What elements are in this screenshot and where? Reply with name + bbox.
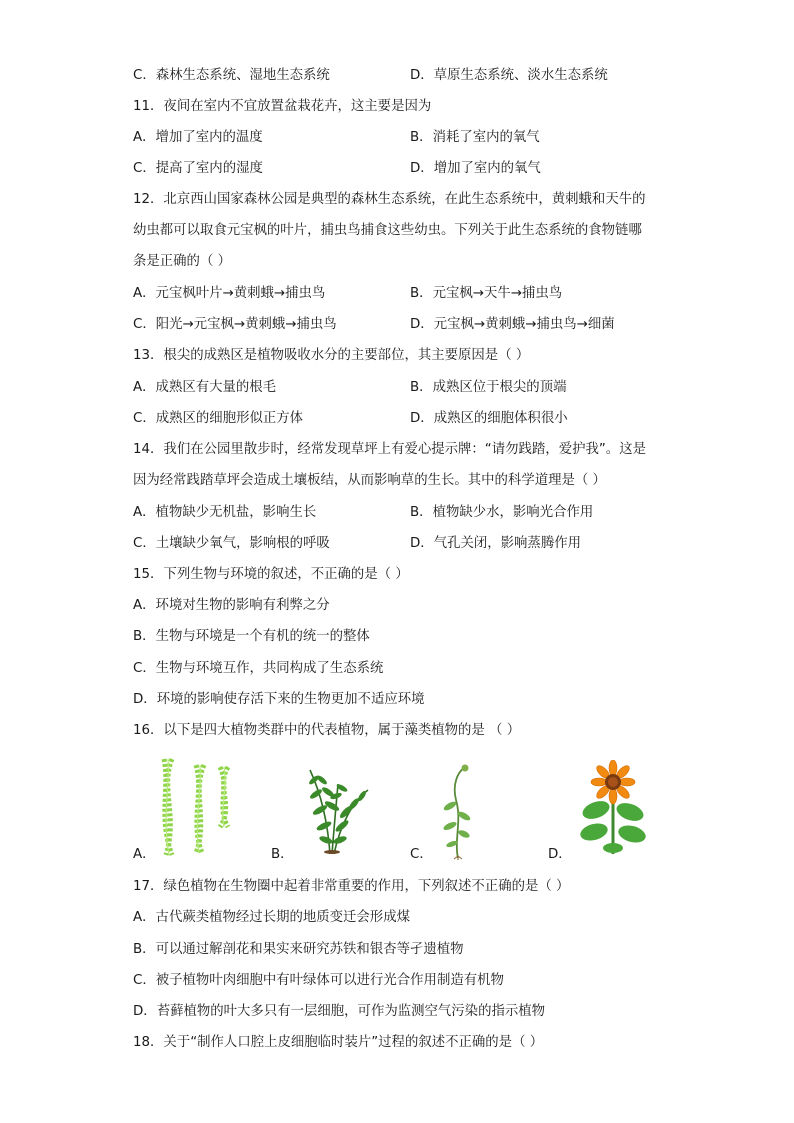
q17-option-b[interactable]: B．可以通过解剖花和果实来研究苏铁和银杏等孑遗植物 <box>133 942 464 957</box>
q11-option-a[interactable]: A．增加了室内的温度 <box>133 130 263 145</box>
q17-stem: 17．绿色植物在生物圈中起着非常重要的作用，下列叙述不正确的是（ ） <box>133 879 570 894</box>
q13-option-c[interactable]: C．成熟区的细胞形似正方体 <box>133 411 304 426</box>
q14-option-b[interactable]: B．植物缺少水，影响光合作用 <box>410 505 594 520</box>
q15-option-c[interactable]: C．生物与环境互作，共同构成了生态系统 <box>133 661 384 676</box>
q14-option-a[interactable]: A．植物缺少无机盐，影响生长 <box>133 505 317 520</box>
q14-stem-line1: 14．我们在公园里散步时，经常发现草坪上有爱心提示牌：“请勿践踏，爱护我”。这是 <box>133 442 646 457</box>
q13-option-b[interactable]: B．成熟区位于根尖的顶端 <box>410 380 567 395</box>
q13-stem: 13．根尖的成熟区是植物吸收水分的主要部位，其主要原因是（ ） <box>133 348 530 363</box>
q10-option-c[interactable]: C．森林生态系统、湿地生态系统 <box>133 68 330 83</box>
q11-option-d[interactable]: D．增加了室内的氧气 <box>410 161 541 176</box>
q15-stem: 15．下列生物与环境的叙述，不正确的是（ ） <box>133 567 409 582</box>
q12-option-a[interactable]: A．元宝枫叶片→黄刺蛾→捕虫鸟 <box>133 286 326 301</box>
q12-stem-line2: 幼虫都可以取食元宝枫的叶片，捕虫鸟捕食这些幼虫。下列关于此生态系统的食物链哪 <box>133 223 642 238</box>
q17-option-a[interactable]: A．古代蕨类植物经过长期的地质变迁会形成煤 <box>133 910 410 925</box>
q18-stem: 18．关于“制作人口腔上皮细胞临时装片”过程的叙述不正确的是（ ） <box>133 1035 544 1050</box>
q13-option-a[interactable]: A．成熟区有大量的根毛 <box>133 380 277 395</box>
q17-option-c[interactable]: C．被子植物叶肉细胞中有叶绿体可以进行光合作用制造有机物 <box>133 973 504 988</box>
q10-option-d[interactable]: D．草原生态系统、淡水生态系统 <box>410 68 608 83</box>
q15-option-a[interactable]: A．环境对生物的影响有利弊之分 <box>133 598 330 613</box>
moss-sprout-icon[interactable] <box>440 760 476 860</box>
q12-stem-line1: 12．北京西山国家森林公园是典型的森林生态系统，在此生态系统中，黄刺蛾和天牛的 <box>133 192 646 207</box>
q11-option-b[interactable]: B．消耗了室内的氧气 <box>410 130 540 145</box>
q12-option-b[interactable]: B．元宝枫→天牛→捕虫鸟 <box>410 286 563 301</box>
q16-label-c[interactable]: C． <box>410 847 433 862</box>
q14-option-c[interactable]: C．土壤缺少氧气，影响根的呼吸 <box>133 536 330 551</box>
q17-option-d[interactable]: D．苔藓植物的叶大多只有一层细胞，可作为监测空气污染的指示植物 <box>133 1004 546 1019</box>
q16-label-d[interactable]: D． <box>548 847 572 862</box>
q12-option-c[interactable]: C．阳光→元宝枫→黄刺蛾→捕虫鸟 <box>133 317 337 332</box>
fern-icon[interactable] <box>300 766 372 856</box>
q11-option-c[interactable]: C．提高了室内的湿度 <box>133 161 263 176</box>
q11-stem: 11．夜间在室内不宜放置盆栽花卉，这主要是因为 <box>133 99 432 114</box>
sunflower-icon[interactable] <box>578 760 648 856</box>
q14-stem-line2: 因为经常践踏草坪会造成土壤板结，从而影响草的生长。其中的科学道理是（ ） <box>133 473 606 488</box>
algae-filament-icon[interactable] <box>150 757 240 857</box>
q13-option-d[interactable]: D．成熟区的细胞体积很小 <box>410 411 568 426</box>
q16-stem: 16．以下是四大植物类群中的代表植物，属于藻类植物的是 （ ） <box>133 723 521 738</box>
q16-label-b[interactable]: B． <box>271 847 294 862</box>
q15-option-b[interactable]: B．生物与环境是一个有机的统一的整体 <box>133 629 370 644</box>
q15-option-d[interactable]: D．环境的影响使存活下来的生物更加不适应环境 <box>133 692 425 707</box>
q12-stem-line3: 条是正确的（ ） <box>133 254 231 269</box>
q12-option-d[interactable]: D．元宝枫→黄刺蛾→捕虫鸟→细菌 <box>410 317 615 332</box>
q14-option-d[interactable]: D．气孔关闭，影响蒸腾作用 <box>410 536 581 551</box>
q16-label-a[interactable]: A． <box>133 847 156 862</box>
